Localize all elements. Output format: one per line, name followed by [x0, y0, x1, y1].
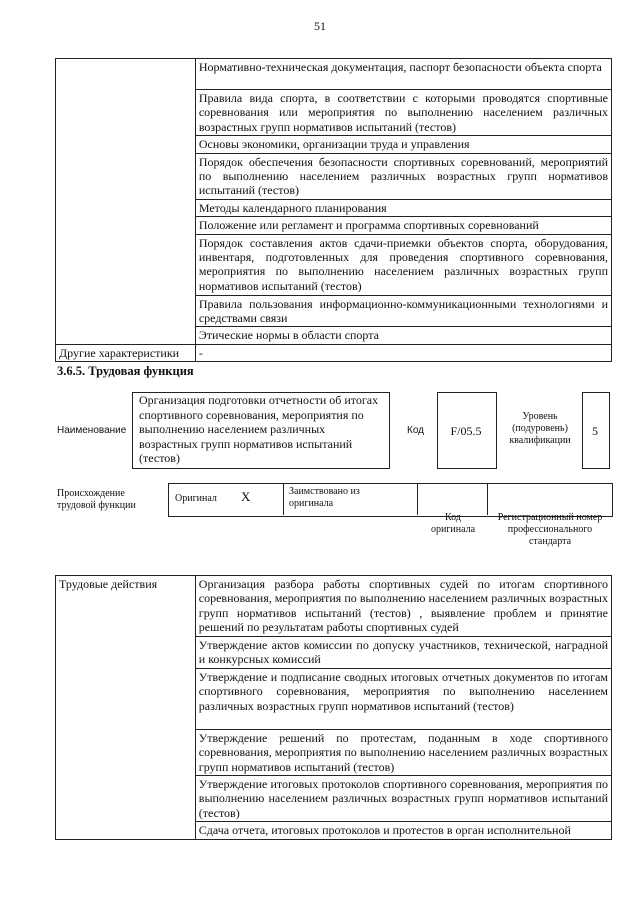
other-characteristics-value: -	[195, 344, 611, 361]
origin-label: Происхождение трудовой функции	[57, 488, 136, 511]
borrowed-label: Заимствовано из оригинала	[289, 486, 360, 509]
name-label: Наименование	[57, 425, 127, 436]
code-value: F/05.5	[450, 424, 482, 438]
labor-actions-table	[55, 575, 612, 840]
labor-action-item: Утверждение итоговых протоколов спортивного соревнования, мероприятия по выполнению населением различных возрастных групп нормативов испытаний (тестов)	[195, 776, 611, 822]
table-row	[56, 344, 612, 361]
knowledge-item: Правила вида спорта, в соответствии с которыми проводятся спортивные соревнования или мероприятия по выполнению населением различных возрастных групп нормативов испытаний (тестов)	[195, 90, 611, 136]
code-original-caption: Код оригинала	[430, 512, 476, 535]
knowledge-item: Порядок обеспечения безопасности спортивных соревнований, мероприятий по выполнению населением различных возрастных групп нормативов испытаний (тестов)	[195, 153, 611, 199]
level-label: Уровень (подуровень) квалификации	[509, 411, 571, 446]
labor-action-item: Организация разбора работы спортивных судей по итогам спортивного соревнования, мероприятия по выполнению населением различных возрастных групп нормативов испытаний (тестов) , выявление проблем и принятие решений по результатам работы спортивных судей	[195, 576, 611, 637]
knowledge-item: Правила пользования информационно-коммуникационными технологиями и средствами связи	[195, 295, 611, 327]
label-cell-empty	[56, 59, 196, 345]
labor-action-item: Утверждение актов комиссии по допуску участников, технической, наградной и конкурсных комиссий	[195, 637, 611, 669]
knowledge-item: Порядок составления актов сдачи-приемки объектов спорта, оборудования, инвентаря, подготовленных для проведения спортивного соревнования, мероприятия по выполнению населением различных возрастных групп нормативов испытаний (тестов)	[195, 234, 611, 295]
knowledge-item: Нормативно-техническая документация, паспорт безопасности объекта спорта	[195, 59, 611, 90]
origin-divider-2	[417, 483, 418, 515]
section-heading: 3.6.5. Трудовая функция	[57, 364, 194, 378]
other-characteristics-label: Другие характеристики	[56, 344, 196, 361]
labor-actions-label: Трудовые действия	[56, 576, 196, 840]
origin-divider-1	[283, 483, 284, 515]
knowledge-item: Этические нормы в области спорта	[195, 327, 611, 344]
code-label: Код	[407, 425, 425, 436]
knowledge-item: Положение или регламент и программа спортивных соревнований	[195, 217, 611, 234]
labor-action-item: Утверждение и подписание сводных итоговых отчетных документов по итогам спортивного соревнования, мероприятия по выполнению населением различных возрастных групп нормативов испытаний (тестов)	[195, 668, 611, 729]
knowledge-item: Основы экономики, организации труда и управления	[195, 136, 611, 153]
level-value: 5	[592, 424, 598, 438]
labor-action-item: Утверждение решений по протестам, поданным в ходе спортивного соревнования, мероприятия по выполнению населением различных возрастных групп нормативов испытаний (тестов)	[195, 729, 611, 775]
original-mark: X	[241, 489, 251, 504]
origin-divider-3	[487, 483, 488, 515]
labor-action-item: Сдача отчета, итоговых протоколов и протестов в орган исполнительной	[195, 822, 611, 839]
page-number: 51	[314, 19, 326, 33]
knowledge-item: Методы календарного планирования	[195, 199, 611, 216]
function-name: Организация подготовки отчетности об итогах спортивного соревнования, мероприятия по выполнению населением различных возрастных групп нормативов испытаний (тестов)	[139, 393, 379, 465]
reg-number-caption: Регистрационный номер профессионального стандарта	[497, 512, 603, 547]
original-label: Оригинал	[175, 493, 217, 504]
table-row	[56, 576, 612, 637]
table-row	[56, 59, 612, 90]
knowledge-table	[55, 58, 612, 362]
